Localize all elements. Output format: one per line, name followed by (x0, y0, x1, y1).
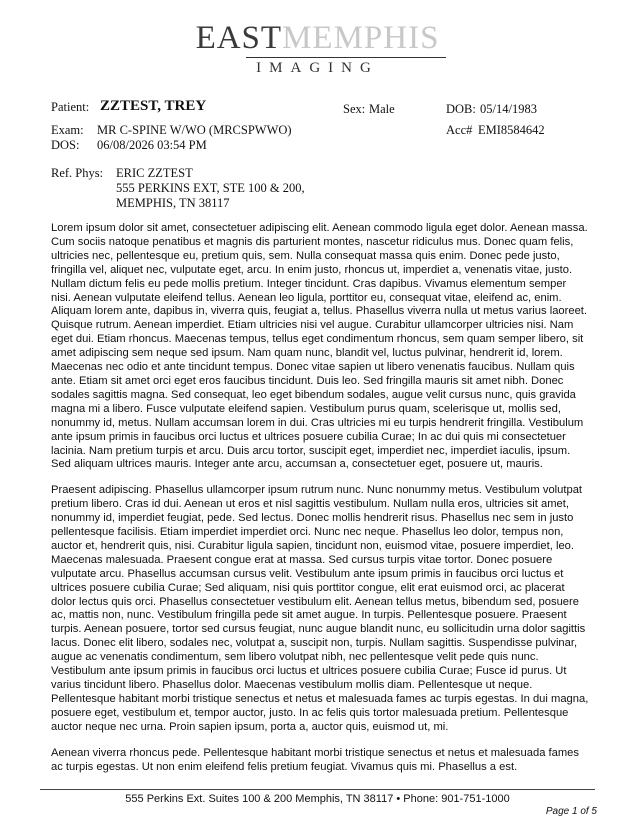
sex-label: Sex: (343, 102, 366, 116)
exam-value: MR C-SPINE W/WO (MRCSPWWO) (97, 123, 292, 137)
exam-label: Exam: (51, 123, 84, 137)
logo-divider (246, 57, 446, 58)
report-paragraph-1: Lorem ipsum dolor sit amet, consectetuer adipiscing elit. Aenean commodo ligula eget dolor. Aenean massa. Cum sociis natoque penatibus et magnis dis parturient montes, nascetur ridiculus mus. Donec quam felis, ultricies nec, pellentesque eu, pretium quis, sem. Nulla consequat massa quis enim. Donec pede justo, fringilla vel, aliquet nec, vulputate eget, arcu. In enim justo, rhoncus ut, imperdiet a, venenatis vitae, justo. Nullam dictum felis eu pede mollis pretium. Integer tincidunt. Cras dapibus. Vivamus elementum semper nisi. Aenean vulputate eleifend tellus. Aenean leo ligula, porttitor eu, consequat vitae, eleifend ac, enim. Aliquam lorem ante, dapibus in, viverra quis, feugiat a, tellus. Phasellus viverra nulla ut metus varius laoreet. Quisque rutrum. Aenean imperdiet. Etiam ultricies nisi vel augue. Curabitur ullamcorper ultricies nisi. Nam eget dui. Etiam rhoncus. Maecenas tempus, tellus eget condimentum rhoncus, sem quam semper libero, sit amet adipiscing sem neque sed ipsum. Nam quam nunc, blandit vel, luctus pulvinar, hendrerit id, lorem. Maecenas nec odio et ante tincidunt tempus. Donec vitae sapien ut libero venenatis faucibus. Nullam quis ante. Etiam sit amet orci eget eros faucibus tincidunt. Duis leo. Sed fringilla mauris sit amet nibh. Donec sodales sagittis magna. Sed consequat, leo eget bibendum sodales, augue velit cursus nunc, quis gravida magna mi a libero. Fusce vulputate eleifend sapien. Vestibulum purus quam, scelerisque ut, mollis sed, nonummy id, metus. Nullam accumsan lorem in dui. Cras ultricies mi eu turpis hendrerit fringilla. Vestibulum ante ipsum primis in faucibus orci luctus et ultrices posuere cubilia Curae; In ac dui quis mi consectetuer lacinia. Nam pretium turpis et arcu. Duis arcu tortor, suscipit eget, imperdiet nec, imperdiet iaculis, ipsum. Sed aliquam ultrices mauris. Integer ante arcu, accumsan a, consectetuer eget, posuere ut, mauris. (51, 222, 588, 471)
ref-phys-address-1: 555 PERKINS EXT, STE 100 & 200, (116, 181, 305, 195)
sex-value: Male (369, 102, 395, 116)
page-number: Page 1 of 5 (545, 806, 597, 817)
logo-subtitle: IMAGING (256, 60, 379, 76)
patient-label: Patient: (51, 100, 90, 114)
logo-word-east: EAST (195, 20, 283, 56)
dos-label: DOS: (51, 138, 80, 152)
acc-value: EMI8584642 (478, 123, 545, 137)
patient-name (100, 98, 206, 115)
dos-value: 06/08/2026 03:54 PM (97, 138, 207, 152)
ref-phys-label: Ref. Phys: (51, 166, 104, 180)
dob-label: DOB: (446, 102, 476, 116)
footer-contact: 555 Perkins Ext. Suites 100 & 200 Memphis, TN 38117 • Phone: 901-751-1000 (125, 793, 510, 805)
report-paragraph-3: Aenean viverra rhoncus pede. Pellentesque habitant morbi tristique senectus et netus et malesuada fames ac turpis egestas. Ut non enim eleifend felis pretium feugiat. Vivamus quis mi. Phasellus a est. (51, 746, 579, 773)
report-body (51, 222, 589, 786)
logo-title (0, 20, 635, 56)
patient-name-text: ZZTEST, TREY (100, 98, 207, 114)
ref-phys-address-2: MEMPHIS, TN 38117 (116, 196, 230, 210)
dob-value: 05/14/1983 (480, 102, 537, 116)
ref-phys-name: ERIC ZZTEST (116, 166, 193, 180)
report-paragraph-2: Praesent adipiscing. Phasellus ullamcorper ipsum rutrum nunc. Nunc nonummy metus. Vestibulum volutpat pretium libero. Cras id dui. Aenean ut eros et nisl sagittis vestibulum. Nullam nulla eros, ultricies sit amet, nonummy id, imperdiet feugiat, pede. Sed lectus. Donec mollis hendrerit risus. Phasellus nec sem in justo pellentesque facilisis. Etiam imperdiet imperdiet orci. Nunc nec neque. Phasellus leo dolor, tempus non, auctor et, hendrerit quis, nisi. Curabitur ligula sapien, tincidunt non, euismod vitae, posuere imperdiet, leo. Maecenas malesuada. Praesent congue erat at massa. Sed cursus turpis vitae tortor. Donec posuere vulputate arcu. Phasellus accumsan cursus velit. Vestibulum ante ipsum primis in faucibus orci luctus et ultrices posuere cubilia Curae; Sed aliquam, nisi quis porttitor congue, elit erat euismod orci, ac placerat dolor lectus quis orci. Phasellus consectetuer vestibulum elit. Aenean tellus metus, bibendum sed, posuere ac, mattis non, nunc. Vestibulum fringilla pede sit amet augue. In turpis. Pellentesque posuere. Praesent turpis. Aenean posuere, tortor sed cursus feugiat, nunc augue blandit nunc, eu sollicitudin urna dolor sagittis lacus. Donec elit libero, sodales nec, volutpat a, suscipit non, turpis. Nullam sagittis. Suspendisse pulvinar, augue ac venenatis condimentum, sem libero volutpat nibh, nec pellentesque velit pede quis nunc. Vestibulum ante ipsum primis in faucibus orci luctus et ultrices posuere cubilia Curae; Fusce id purus. Ut varius tincidunt libero. Phasellus dolor. Maecenas vestibulum mollis diam. Pellentesque ut neque. Pellentesque habitant morbi tristique senectus et netus et malesuada fames ac turpis egestas. In dui magna, posuere eget, vestibulum et, tempor auctor, justo. In ac felis quis tortor malesuada pretium. Pellentesque auctor neque nec urna. Proin sapien ipsum, porta a, auctor quis, euismod ut, mi. (51, 484, 589, 733)
logo (0, 20, 635, 56)
footer-divider (40, 789, 595, 790)
acc-label: Acc# (446, 123, 473, 137)
logo-word-memphis: MEMPHIS (282, 20, 440, 56)
